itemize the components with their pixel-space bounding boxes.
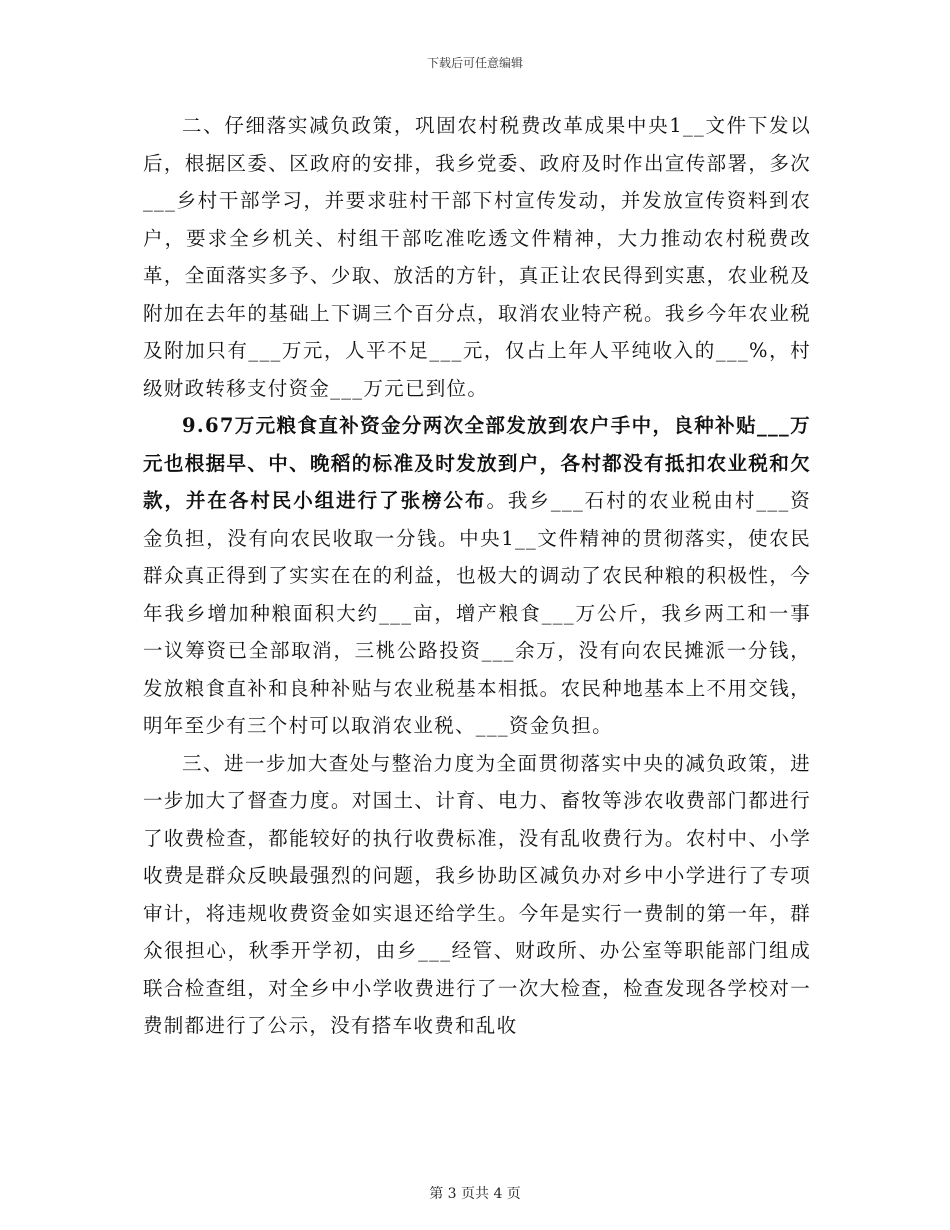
paragraph-1 xyxy=(143,107,811,407)
document-body xyxy=(143,107,811,1045)
paragraph-2-text: 。我乡___石村的农业税由村___资金负担，没有向农民收取一分钱。中央1__文件精神的贯彻落实，使农民群众真正得到了实实在在的利益，也极大的调动了农民种粮的积极性，今年我乡增加种粮面积大约___亩，增产粮食___万公斤，我乡两工和一事一议筹资已全部取消，三桃公路投资___余万，没有向农民摊派一分钱，发放粮食直补和良种补贴与农业税基本相抵。农民种地基本上不用交钱，明年至少有三个村可以取消农业税、___资金负担。 xyxy=(143,489,811,737)
paragraph-3-text: 三、进一步加大查处与整治力度为全面贯彻落实中央的减负政策，进一步加大了督查力度。对国土、计育、电力、畜牧等涉农收费部门都进行了收费检查，都能较好的执行收费标准，没有乱收费行为。农村中、小学收费是群众反映最强烈的问题，我乡协助区减负办对乡中小学进行了专项审计，将违规收费资金如实退还给学生。今年是实行一费制的第一年，群众很担心，秋季开学初，由乡___经管、财政所、办公室等职能部门组成联合检查组，对全乡中小学收费进行了一次大检查，检查发现各学校对一费制都进行了公示，没有搭车收费和乱收 xyxy=(143,751,811,1037)
paragraph-2 xyxy=(143,407,811,745)
paragraph-2-bold-text: 9.67万元粮食直补资金分两次全部发放到农户手中，良种补贴___万元也根据早、中、晚稻的标准及时发放到户，各村都没有抵扣农业税和欠款，并在各村民小组进行了张榜公布 xyxy=(143,414,811,512)
page-number: 第 3 页共 4 页 xyxy=(429,1186,521,1202)
paragraph-1-text: 二、仔细落实减负政策，巩固农村税费改革成果中央1__文件下发以后，根据区委、区政府的安排，我乡党委、政府及时作出宣传部署，多次___乡村干部学习，并要求驻村干部下村宣传发动，并发放宣传资料到农户，要求全乡机关、村组干部吃准吃透文件精神，大力推动农村税费改革，全面落实多予、少取、放活的方针，真正让农民得到实惠，农业税及附加在去年的基础上下调三个百分点，取消农业特产税。我乡今年农业税及附加只有___万元，人平不足___元，仅占上年人平纯收入的___%，村级财政转移支付资金___万元已到位。 xyxy=(143,114,811,400)
paragraph-3 xyxy=(143,745,811,1045)
page-header: 下载后可任意编辑 xyxy=(426,56,523,70)
